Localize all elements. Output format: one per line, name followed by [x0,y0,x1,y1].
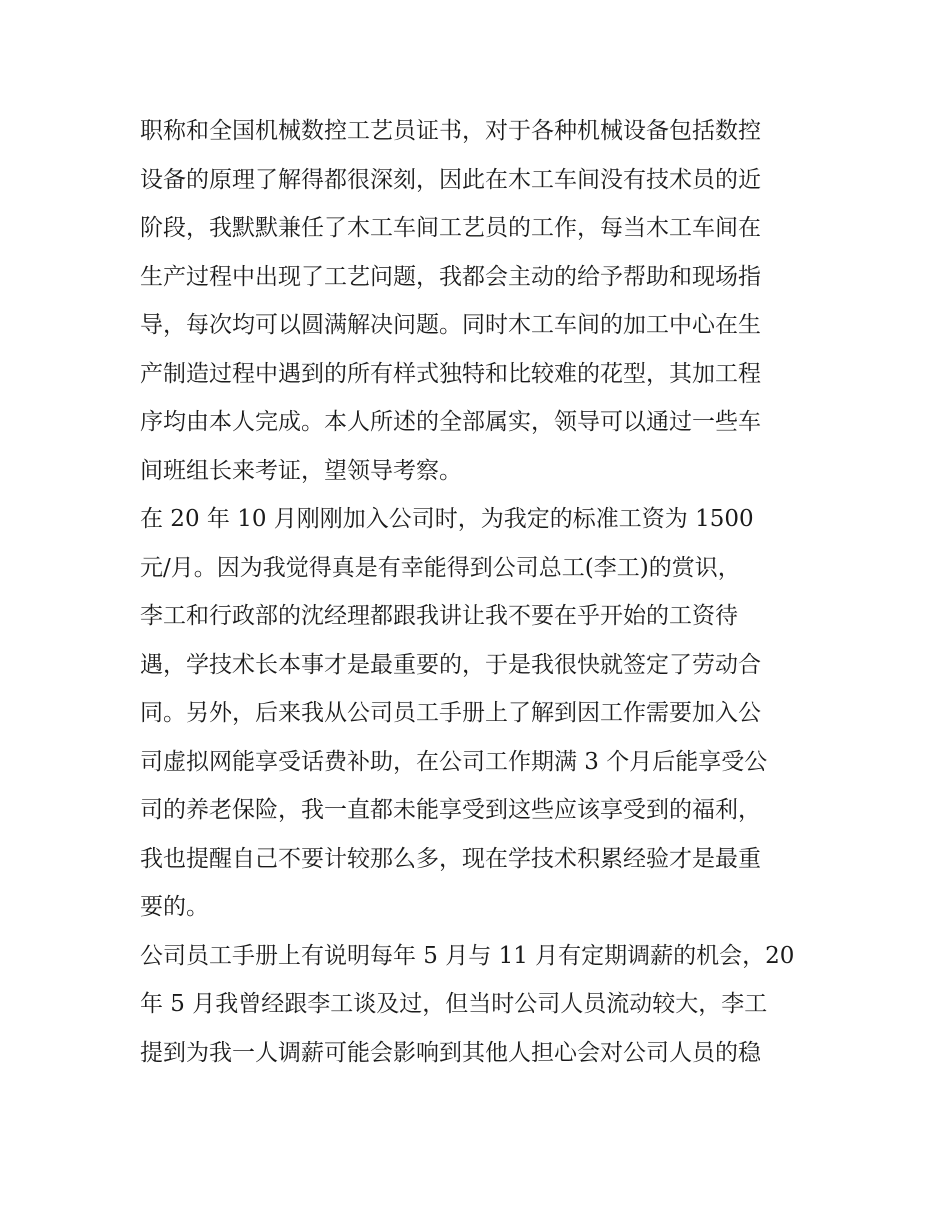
text-line: 职称和全国机械数控工艺员证书，对于各种机械设备包括数控 [140,118,761,144]
text-line: 提到为我一人调薪可能会影响到其他人担心会对公司人员的稳 [140,1039,761,1066]
body-text [140,107,820,1077]
text-line: 公司员工手册上有说明每年 5 月与 11 月有定期调薪的机会，20 [140,942,795,969]
text-line: 年 5 月我曾经跟李工谈及过，但当时公司人员流动较大，李工 [140,991,768,1017]
text-line: 司的养老保险，我一直都未能享受到这些应该享受到的福利， [140,797,761,823]
text-line: 在 20 年 10 月刚刚加入公司时，为我定的标准工资为 1500 [140,506,754,532]
text-line: 遇，学技术长本事才是最重要的，于是我很快就签定了劳动合 [140,651,761,678]
text-line: 间班组长来考证，望领导考察。 [140,457,462,484]
text-line: 李工和行政部的沈经理都跟我讲让我不要在乎开始的工资待 [140,603,738,629]
text-line: 产制造过程中遇到的所有样式独特和比较难的花型，其加工程 [140,360,761,387]
text-line: 设备的原理了解得都很深刻，因此在木工车间没有技术员的近 [140,166,761,193]
text-line: 同。另外，后来我从公司员工手册上了解到因工作需要加入公 [140,700,761,726]
text-line: 要的。 [140,894,209,920]
text-line: 司虚拟网能享受话费补助，在公司工作期满 3 个月后能享受公 [140,748,768,775]
text-line: 导，每次均可以圆满解决问题。同时木工车间的加工中心在生 [140,312,761,338]
text-line: 生产过程中出现了工艺问题，我都会主动的给予帮助和现场指 [140,263,761,290]
text-line: 元/月。因为我觉得真是有幸能得到公司总工(李工)的赏识， [140,554,741,581]
text-line: 我也提醒自己不要计较那么多，现在学技术积累经验才是最重 [140,845,761,872]
text-line: 序均由本人完成。本人所述的全部属实，领导可以通过一些车 [140,409,761,435]
text-line: 阶段，我默默兼任了木工车间工艺员的工作，每当木工车间在 [140,215,761,241]
